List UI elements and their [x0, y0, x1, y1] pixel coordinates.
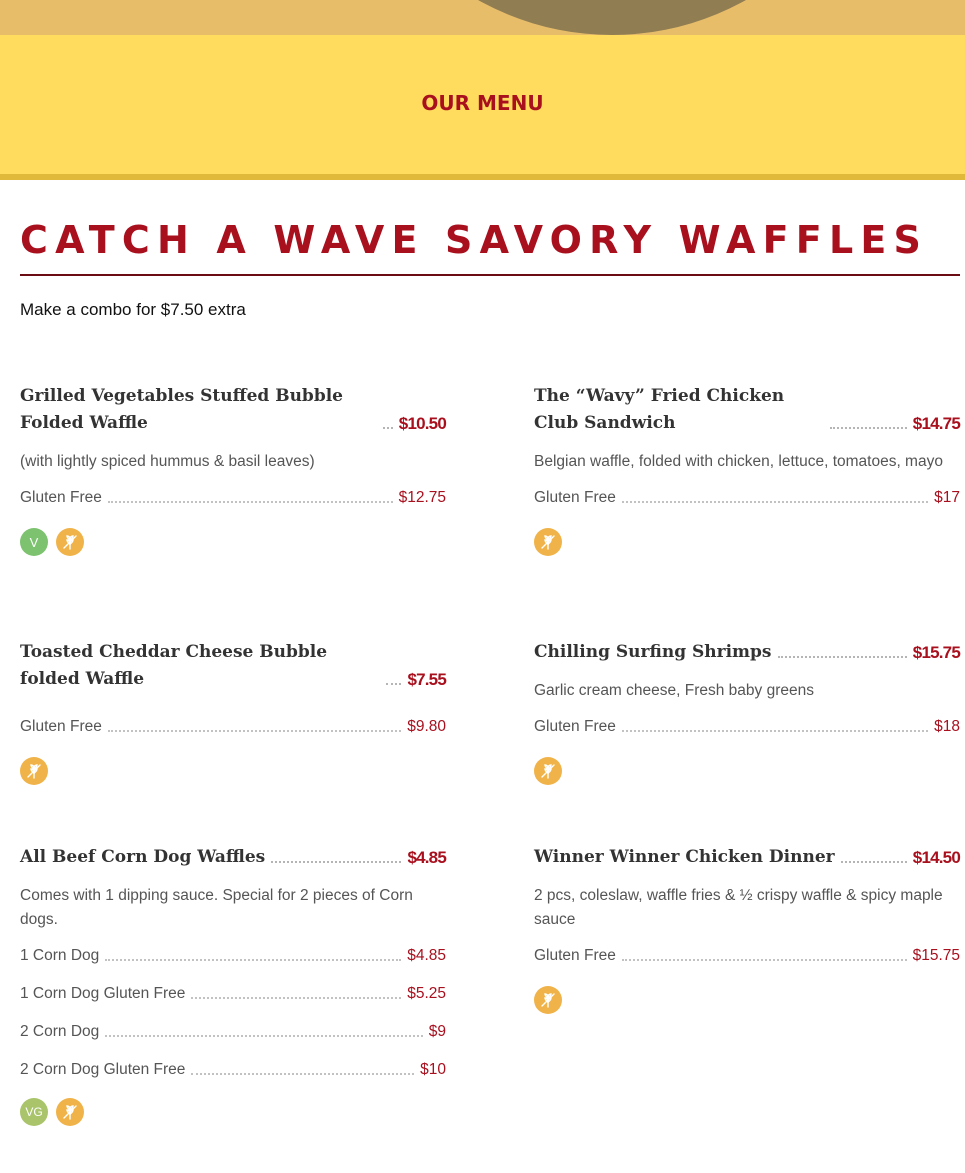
- menu-item: [534, 383, 960, 556]
- option-label: 2 Corn Dog: [20, 1023, 100, 1040]
- dotted-leader: [841, 861, 907, 863]
- menu-item: [20, 383, 446, 556]
- menu-item-header: [20, 383, 446, 437]
- option-price: $10: [420, 1061, 446, 1078]
- diet-badges: [20, 757, 446, 785]
- menu-item-description: Comes with 1 dipping sauce. Special for 2 pieces of Corn dogs.: [20, 887, 413, 928]
- option-label: Gluten Free: [534, 489, 616, 506]
- dotted-leader: [271, 861, 401, 863]
- dotted-leader: [383, 427, 393, 429]
- menu-item-description: Garlic cream cheese, Fresh baby greens: [534, 682, 814, 699]
- menu-item-price: $15.75: [912, 643, 960, 662]
- gluten-free-icon: [534, 757, 562, 785]
- vegetarian-badge-icon: V: [20, 528, 48, 556]
- option-price: $4.85: [407, 947, 446, 964]
- option-label: Gluten Free: [534, 718, 616, 735]
- menu-heading: OUR MENU: [421, 91, 544, 115]
- diet-badges: [20, 1098, 446, 1126]
- option-label: Gluten Free: [20, 718, 102, 735]
- menu-item-name: Winner Winner Chicken Dinner: [534, 847, 835, 867]
- diet-badges: [534, 528, 960, 556]
- option-label: 1 Corn Dog Gluten Free: [20, 985, 186, 1002]
- top-decor-strip: [0, 0, 965, 35]
- dotted-leader: [386, 683, 401, 685]
- dotted-leader: [830, 427, 907, 429]
- dotted-leader: [622, 501, 928, 503]
- menu-item-header: [534, 383, 960, 437]
- menu-item-name: Chilling Surfing Shrimps: [534, 642, 772, 662]
- menu-item: [20, 844, 446, 1126]
- menu-item: [534, 844, 960, 1014]
- vegan-badge-icon: VG: [20, 1098, 48, 1126]
- option-price: $9: [428, 1023, 446, 1040]
- dotted-leader: [105, 959, 401, 961]
- dotted-leader: [191, 1073, 414, 1075]
- menu-item-option: [20, 984, 446, 1004]
- menu-item-price: $4.85: [407, 848, 446, 867]
- menu-item-header: [20, 844, 446, 871]
- menu-item-header: [534, 844, 960, 871]
- option-price: $18: [934, 718, 960, 735]
- dotted-leader: [105, 1035, 422, 1037]
- gluten-free-icon: [534, 528, 562, 556]
- menu-item-option: [534, 946, 960, 966]
- dotted-leader: [778, 656, 907, 658]
- menu-item-option: [20, 1060, 446, 1080]
- diet-badges: [534, 986, 960, 1014]
- diet-badges: [20, 528, 446, 556]
- gluten-free-icon: [56, 528, 84, 556]
- dotted-leader: [622, 730, 928, 732]
- menu-item-name: The “Wavy” Fried Chicken Club Sandwich: [534, 386, 785, 433]
- dotted-leader: [108, 730, 401, 732]
- option-label: 1 Corn Dog: [20, 947, 100, 964]
- option-label: Gluten Free: [534, 947, 616, 964]
- section-subtitle: Make a combo for $7.50 extra: [20, 300, 246, 319]
- gluten-free-icon: [20, 757, 48, 785]
- menu-item-name: Toasted Cheddar Cheese Bubble folded Waffle: [20, 642, 328, 689]
- menu-item-description: Belgian waffle, folded with chicken, lettuce, tomatoes, mayo: [534, 453, 943, 470]
- menu-item-price: $10.50: [398, 414, 446, 433]
- menu-item-option: [534, 488, 960, 508]
- menu-item-option: [20, 1022, 446, 1042]
- menu-item-header: [534, 639, 960, 666]
- menu-item-description: (with lightly spiced hummus & basil leaves): [20, 453, 315, 470]
- menu-item-description: 2 pcs, coleslaw, waffle fries & ½ crispy waffle & spicy maple sauce: [534, 887, 943, 928]
- dotted-leader: [191, 997, 401, 999]
- option-price: $5.25: [407, 985, 446, 1002]
- decor-half-circle: [338, 0, 886, 35]
- gluten-free-icon: [56, 1098, 84, 1126]
- menu-item-name: All Beef Corn Dog Waffles: [20, 847, 266, 867]
- menu-item: [20, 639, 446, 785]
- section-title: CATCH A WAVE SAVORY WAFFLES: [20, 218, 929, 262]
- dotted-leader: [622, 959, 907, 961]
- section-divider: [20, 274, 960, 276]
- menu-item-name: Grilled Vegetables Stuffed Bubble Folded Waffle: [20, 386, 343, 433]
- option-price: $9.80: [407, 718, 446, 735]
- menu-item-price: $14.50: [912, 848, 960, 867]
- menu-item-option: [534, 717, 960, 737]
- menu-banner: [0, 35, 965, 180]
- menu-item-option: [20, 717, 446, 737]
- dotted-leader: [108, 501, 393, 503]
- diet-badges: [534, 757, 960, 785]
- option-price: $15.75: [912, 947, 960, 964]
- option-label: 2 Corn Dog Gluten Free: [20, 1061, 186, 1078]
- menu-item-header: [20, 639, 446, 693]
- menu-item-option: [20, 488, 446, 508]
- menu-item: [534, 639, 960, 785]
- menu-item-price: $7.55: [407, 670, 446, 689]
- option-label: Gluten Free: [20, 489, 102, 506]
- menu-item-option: [20, 946, 446, 966]
- gluten-free-icon: [534, 986, 562, 1014]
- menu-item-price: $14.75: [912, 414, 960, 433]
- option-price: $12.75: [398, 489, 446, 506]
- option-price: $17: [934, 489, 960, 506]
